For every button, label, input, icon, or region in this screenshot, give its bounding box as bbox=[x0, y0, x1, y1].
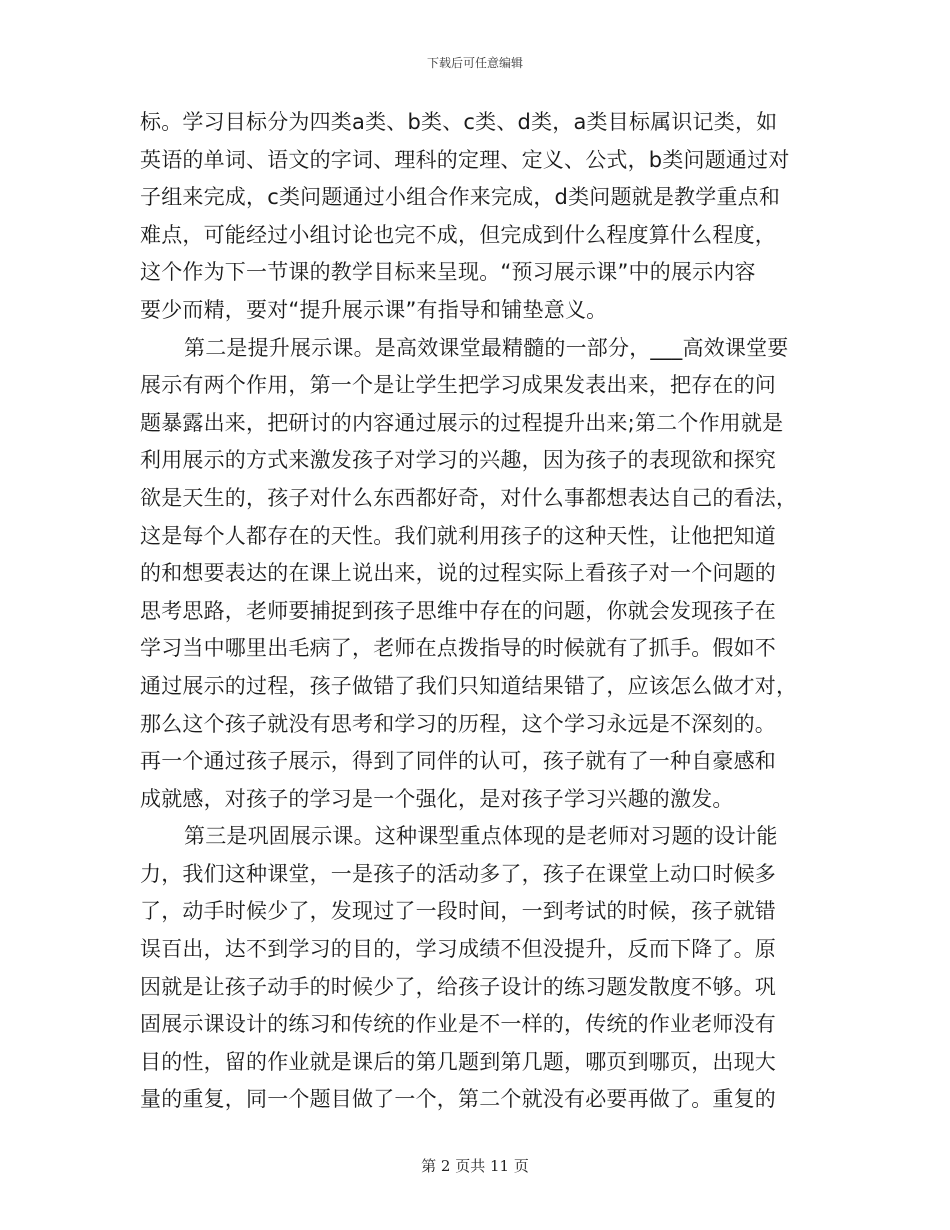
text-line: 难点，可能经过小组讨论也完不成，但完成到什么程度算什么程度， bbox=[140, 222, 776, 247]
text-line: 第二是提升展示课。是高效课堂最精髓的一部分，___高效课堂要 bbox=[184, 335, 789, 360]
text-line: 成就感，对孩子的学习是一个强化，是对孩子学习兴趣的激发。 bbox=[140, 786, 734, 811]
text-line: 子组来完成，c类问题通过小组合作来完成，d类问题就是教学重点和 bbox=[140, 185, 781, 210]
text-line: 力，我们这种课堂，一是孩子的活动多了，孩子在课堂上动口时候多 bbox=[140, 861, 776, 886]
text-line: 要少而精，要对“提升展示课”有指导和铺垫意义。 bbox=[140, 297, 608, 322]
page-header: 下载后可任意编辑 bbox=[426, 56, 523, 70]
text-line: 那么这个孩子就没有思考和学习的历程，这个学习永远是不深刻的。 bbox=[140, 711, 776, 736]
text-line: 利用展示的方式来激发孩子对学习的兴趣，因为孩子的表现欲和探究 bbox=[140, 448, 776, 473]
text-line: 固展示课设计的练习和传统的作业是不一样的，传统的作业老师没有 bbox=[140, 1012, 776, 1037]
text-line: 题暴露出来，把研讨的内容通过展示的过程提升出来;第二个作用就是 bbox=[140, 410, 784, 435]
text-line: 再一个通过孩子展示，得到了同伴的认可，孩子就有了一种自豪感和 bbox=[140, 749, 776, 774]
text-line: 误百出，达不到学习的目的，学习成绩不但没提升，反而下降了。原 bbox=[140, 937, 776, 962]
text-line: 学习当中哪里出毛病了，老师在点拨指导的时候就有了抓手。假如不 bbox=[140, 636, 776, 661]
text-line: 因就是让孩子动手的时候少了，给孩子设计的练习题发散度不够。巩 bbox=[140, 974, 776, 999]
text-line: 展示有两个作用，第一个是让学生把学习成果发表出来，把存在的问 bbox=[140, 373, 776, 398]
text-line: 标。学习目标分为四类a类、b类、c类、d类，a类目标属识记类，如 bbox=[140, 110, 778, 134]
page-number: 第 2 页共 11 页 bbox=[421, 1157, 529, 1175]
text-line: 英语的单词、语文的字词、理科的定理、定义、公式，b类问题通过对 bbox=[140, 147, 790, 172]
text-line: 的和想要表达的在课上说出来，说的过程实际上看孩子对一个问题的 bbox=[140, 561, 776, 586]
text-line: 通过展示的过程，孩子做错了我们只知道结果错了，应该怎么做才对， bbox=[140, 673, 798, 698]
text-line: 思考思路，老师要捕捉到孩子思维中存在的问题，你就会发现孩子在 bbox=[140, 598, 776, 623]
text-line: 量的重复，同一个题目做了一个，第二个就没有必要再做了。重复的 bbox=[140, 1087, 776, 1112]
text-line: 欲是天生的，孩子对什么东西都好奇，对什么事都想表达自己的看法， bbox=[140, 485, 798, 510]
document-body bbox=[140, 104, 812, 1119]
text-line: 这是每个人都存在的天性。我们就利用孩子的这种天性，让他把知道 bbox=[140, 523, 776, 548]
text-line: 目的性，留的作业就是课后的第几题到第几题，哪页到哪页，出现大 bbox=[140, 1049, 776, 1074]
text-line: 第三是巩固展示课。这种课型重点体现的是老师对习题的设计能 bbox=[184, 824, 778, 849]
text-line: 了，动手时候少了，发现过了一段时间，一到考试的时候，孩子就错 bbox=[140, 899, 776, 924]
text-line: 这个作为下一节课的教学目标来呈现。“预习展示课”中的展示内容 bbox=[140, 260, 756, 285]
